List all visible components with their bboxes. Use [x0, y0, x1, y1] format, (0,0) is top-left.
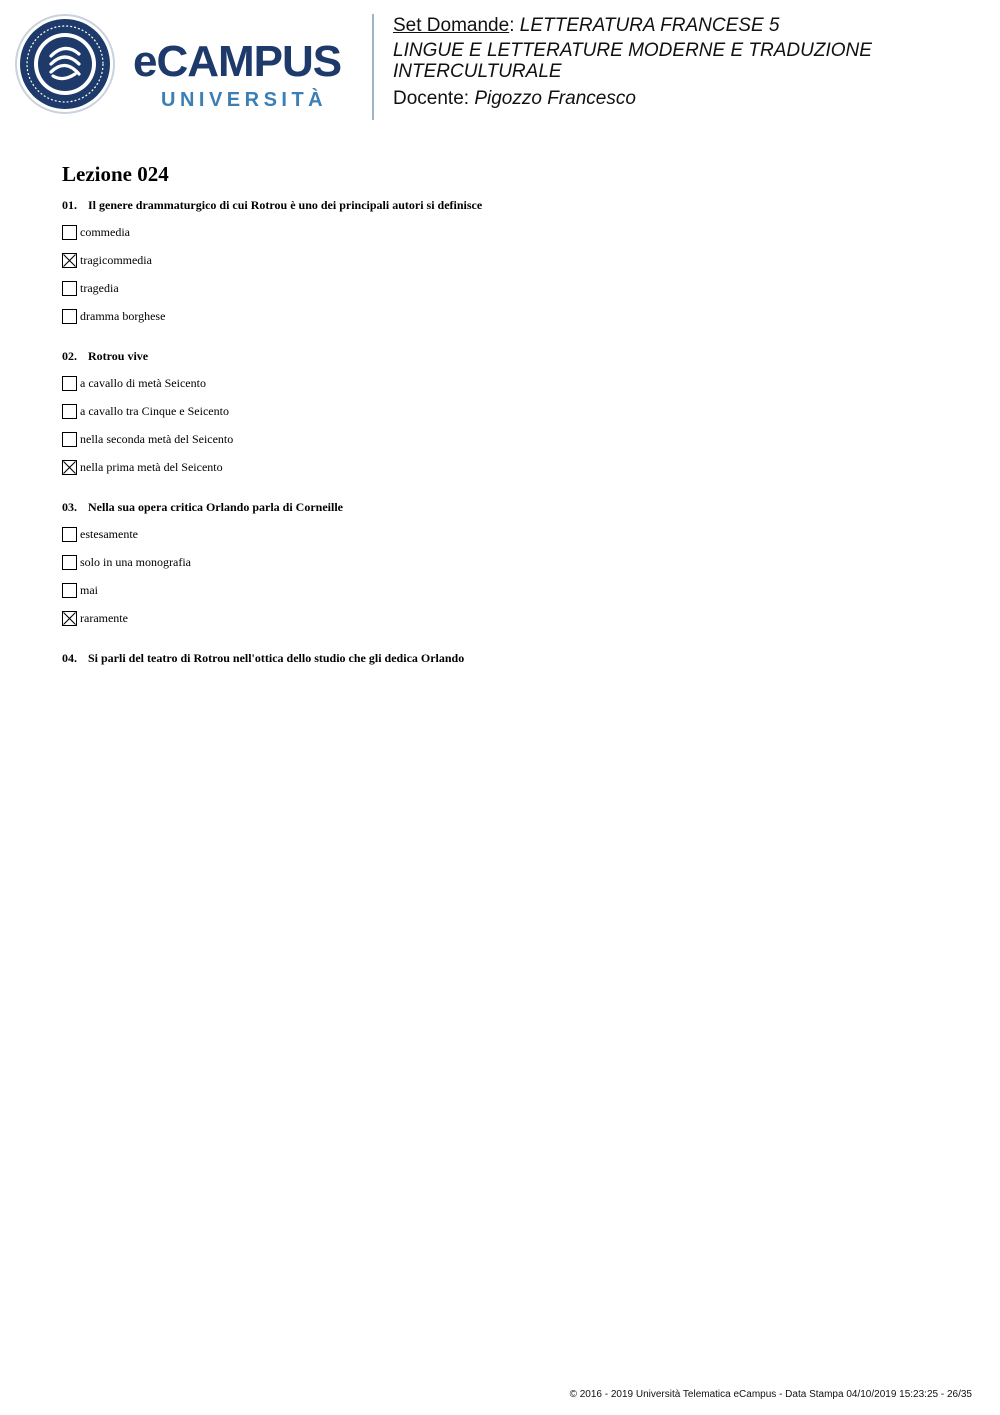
- option-label: a cavallo tra Cinque e Seicento: [80, 403, 229, 418]
- brand-subtitle: UNIVERSITÀ: [161, 89, 328, 111]
- option-label: a cavallo di metà Seicento: [80, 375, 206, 390]
- degree-row: [393, 40, 993, 82]
- question-01: [62, 198, 482, 213]
- checkbox[interactable]: [62, 432, 77, 447]
- option-label: tragedia: [80, 280, 119, 295]
- checkbox[interactable]: [62, 527, 77, 542]
- checkbox[interactable]: [62, 225, 77, 240]
- checkbox-checked[interactable]: [62, 460, 77, 475]
- answer-option[interactable]: [62, 280, 119, 296]
- option-label: dramma borghese: [80, 308, 166, 323]
- answer-option[interactable]: [62, 610, 128, 626]
- option-label: nella seconda metà del Seicento: [80, 431, 234, 446]
- set-label: Set Domande: [393, 15, 510, 36]
- answer-option[interactable]: [62, 459, 223, 475]
- checkbox[interactable]: [62, 583, 77, 598]
- option-label: solo in una monografia: [80, 554, 191, 569]
- answer-option[interactable]: [62, 403, 229, 419]
- answer-option[interactable]: [62, 252, 152, 268]
- page-header: [0, 0, 1000, 130]
- answer-option[interactable]: [62, 308, 165, 324]
- question-text: Nella sua opera critica Orlando parla di Corneille: [88, 500, 343, 514]
- check-cross-icon: [63, 254, 76, 267]
- teacher-name: Pigozzo Francesco: [474, 88, 636, 109]
- university-seal-icon: [15, 14, 115, 114]
- ecampus-logo: [15, 14, 360, 116]
- answer-option[interactable]: [62, 526, 138, 542]
- question-number: 04.: [62, 651, 77, 665]
- question-text: Rotrou vive: [88, 349, 149, 363]
- brand-name: eCAMPUS: [133, 37, 342, 86]
- question-03: [62, 500, 343, 515]
- option-label: commedia: [80, 224, 130, 239]
- check-cross-icon: [63, 612, 76, 625]
- check-cross-icon: [63, 461, 76, 474]
- question-number: 03.: [62, 500, 77, 514]
- checkbox[interactable]: [62, 309, 77, 324]
- course-name: LETTERATURA FRANCESE 5: [519, 15, 780, 36]
- set-separator: :: [509, 15, 515, 36]
- option-label: tragicommedia: [80, 252, 152, 267]
- answer-option[interactable]: [62, 224, 130, 240]
- answer-option[interactable]: [62, 554, 191, 570]
- checkbox[interactable]: [62, 555, 77, 570]
- question-number: 01.: [62, 198, 77, 212]
- question-text: Il genere drammaturgico di cui Rotrou è uno dei principali autori si definisce: [88, 198, 483, 212]
- lesson-title: Lezione 024: [62, 162, 169, 186]
- page-footer: © 2016 - 2019 Università Telematica eCampus - Data Stampa 04/10/2019 15:23:25 - 26/35: [569, 1389, 972, 1400]
- answer-option[interactable]: [62, 582, 98, 598]
- checkbox-checked[interactable]: [62, 253, 77, 268]
- checkbox-checked[interactable]: [62, 611, 77, 626]
- answer-option[interactable]: [62, 375, 206, 391]
- question-04: [62, 651, 464, 666]
- answer-option[interactable]: [62, 431, 233, 447]
- option-label: estesamente: [80, 526, 138, 541]
- teacher-label: Docente:: [393, 88, 470, 109]
- checkbox[interactable]: [62, 281, 77, 296]
- checkbox[interactable]: [62, 404, 77, 419]
- option-label: nella prima metà del Seicento: [80, 459, 223, 474]
- header-divider: [372, 14, 374, 120]
- course-info: [393, 15, 993, 115]
- degree-name: LINGUE E LETTERATURE MODERNE E TRADUZIONE INTERCULTURALE: [393, 40, 872, 82]
- checkbox[interactable]: [62, 376, 77, 391]
- question-number: 02.: [62, 349, 77, 363]
- option-label: mai: [80, 582, 98, 597]
- question-text: Si parli del teatro di Rotrou nell'ottica dello studio che gli dedica Orlando: [88, 651, 465, 665]
- option-label: raramente: [80, 610, 128, 625]
- teacher-row: [393, 88, 993, 109]
- question-02: [62, 349, 148, 364]
- set-row: [393, 15, 993, 36]
